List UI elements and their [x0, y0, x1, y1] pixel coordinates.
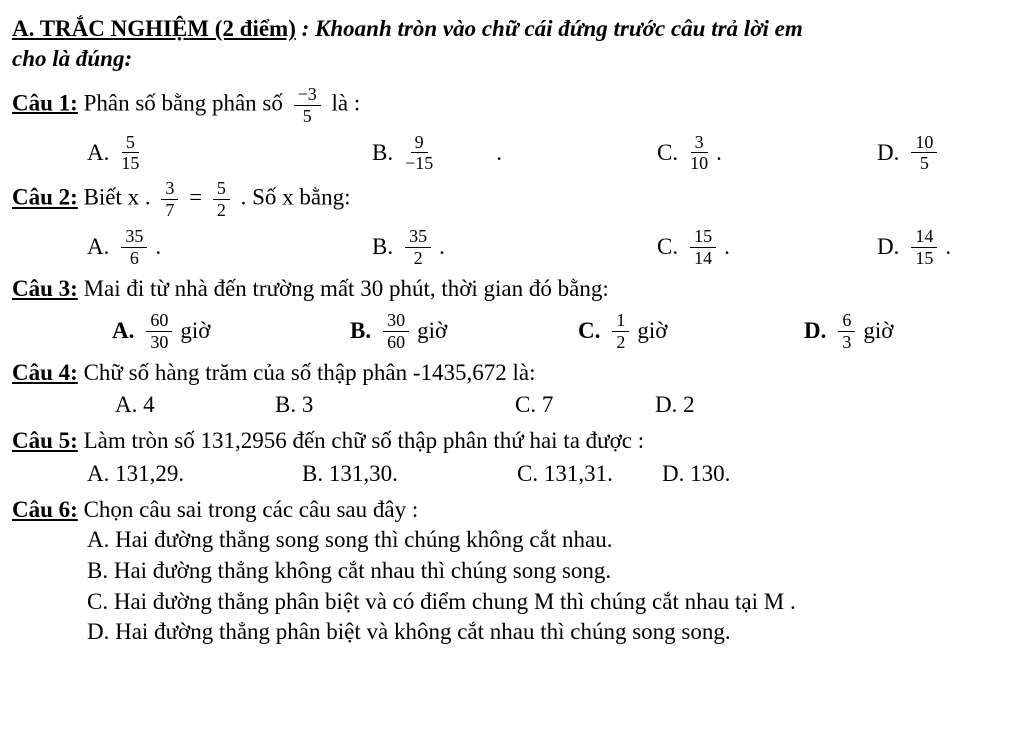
question-2-options: [12, 227, 1012, 268]
option-suffix: .: [945, 234, 952, 260]
option-d: [877, 133, 945, 174]
option-letter: D.: [877, 234, 900, 260]
option-letter: C.: [657, 234, 679, 260]
question-1-text-after: là :: [331, 90, 361, 116]
option-suffix: .: [724, 234, 730, 260]
option-suffix: .: [439, 234, 445, 260]
option-letter: A.: [87, 139, 110, 165]
option-b: B. 3: [275, 392, 314, 418]
section-title: A. TRẮC NGHIỆM (2 điểm): [12, 16, 296, 41]
option-letter: A.: [112, 318, 135, 344]
numerator: 35: [405, 227, 431, 248]
denominator: 30: [150, 331, 169, 352]
option-d: [877, 227, 951, 268]
question-5-text: Làm tròn số 131,2956 đến chữ số thập phân thứ hai ta được :: [83, 428, 645, 454]
question-6: [12, 495, 1012, 525]
denominator: 2: [616, 331, 626, 352]
question-2-fraction-2: [213, 179, 230, 220]
numerator: 15: [690, 227, 716, 248]
question-1-label: Câu 1:: [12, 90, 78, 116]
option-a: A. Hai đường thẳng song song thì chúng không cắt nhau.: [87, 526, 613, 552]
question-2-text: Biết x .: [83, 184, 151, 210]
option-suffix: .: [155, 234, 162, 260]
equals-sign: =: [189, 184, 203, 210]
option-c: [657, 133, 877, 174]
numerator: 60: [146, 311, 172, 332]
question-5-options: [12, 459, 1012, 489]
option-fraction: [612, 311, 629, 352]
option-letter: D.: [877, 139, 900, 165]
question-2: [12, 179, 1012, 220]
question-4-text: Chữ số hàng trăm của số thập phân -1435,672 là:: [83, 359, 536, 385]
option-suffix: giờ: [180, 318, 211, 344]
question-2-text-after: . Số x bằng:: [240, 184, 351, 210]
option-suffix: giờ: [863, 318, 894, 344]
option-a: A. 4: [115, 392, 155, 418]
numerator: 10: [911, 133, 937, 154]
denominator: 7: [165, 200, 175, 221]
option-suffix: giờ: [417, 318, 448, 344]
numerator: 6: [838, 311, 855, 332]
numerator: 5: [213, 179, 230, 200]
denominator: 15: [915, 247, 934, 268]
option-fraction: [121, 133, 139, 174]
option-fraction: [121, 227, 147, 268]
denominator: 5: [302, 105, 312, 126]
numerator: 1: [612, 311, 629, 332]
option-letter: C.: [657, 139, 679, 165]
question-3-text: Mai đi từ nhà đến trường mất 30 phút, thời gian đó bằng:: [83, 275, 609, 301]
option-fraction: [690, 227, 716, 268]
numerator: −3: [294, 85, 321, 106]
section-header: [12, 14, 1012, 75]
option-a: [87, 227, 372, 268]
option-letter: B.: [372, 139, 394, 165]
question-1-text: Phân số bằng phân số: [83, 90, 283, 116]
option-c: C. 131,31.: [517, 461, 613, 487]
option-fraction: [383, 311, 409, 352]
question-4: [12, 358, 1012, 388]
denominator: 5: [919, 153, 929, 174]
question-6-options: [12, 525, 1012, 648]
option-d: D. Hai đường thẳng phân biệt và không cắt nhau thì chúng song song.: [87, 619, 731, 645]
denominator: 14: [694, 247, 713, 268]
section-instruction-line2: cho là đúng:: [12, 46, 133, 72]
option-fraction: [911, 133, 937, 174]
option-letter: A.: [87, 234, 110, 260]
denominator: 6: [129, 247, 139, 268]
option-fraction: [838, 311, 855, 352]
denominator: 2: [413, 247, 423, 268]
numerator: 9: [411, 133, 428, 154]
option-c: [657, 227, 877, 268]
option-c: C. Hai đường thẳng phân biệt và có điểm chung M thì chúng cắt nhau tại M .: [87, 588, 796, 614]
option-suffix: giờ: [637, 318, 668, 344]
option-c: C. 7: [515, 392, 554, 418]
question-3-label: Câu 3:: [12, 275, 78, 301]
numerator: 14: [911, 227, 937, 248]
question-4-options: [12, 390, 1012, 420]
question-6-text: Chọn câu sai trong các câu sau đây :: [83, 497, 419, 523]
option-d: [804, 311, 893, 352]
question-4-label: Câu 4:: [12, 359, 78, 385]
question-5: [12, 426, 1012, 456]
option-a: A. 131,29.: [87, 461, 185, 487]
option-c: [578, 311, 804, 352]
option-letter: D.: [804, 318, 827, 344]
denominator: 10: [690, 153, 709, 174]
option-fraction: [911, 227, 937, 268]
question-6-label: Câu 6:: [12, 497, 78, 523]
section-instruction-line1: : Khoanh tròn vào chữ cái đứng trước câu trả lời em: [295, 16, 803, 41]
option-letter: B.: [372, 234, 394, 260]
question-2-fraction-1: [161, 179, 178, 220]
option-suffix: .: [496, 139, 502, 165]
question-5-label: Câu 5:: [12, 428, 78, 454]
numerator: 3: [161, 179, 178, 200]
option-letter: C.: [578, 318, 601, 344]
option-a: [87, 133, 372, 174]
option-b: [372, 227, 657, 268]
question-3-options: [12, 311, 1012, 352]
question-3: [12, 274, 1012, 304]
question-1: [12, 85, 1012, 126]
numerator: 5: [122, 133, 139, 154]
numerator: 3: [691, 133, 708, 154]
option-a: [112, 311, 350, 352]
option-b: [350, 311, 578, 352]
option-fraction: [690, 133, 708, 174]
denominator: 3: [842, 331, 852, 352]
option-fraction: [146, 311, 172, 352]
numerator: 30: [383, 311, 409, 332]
question-1-fraction: [294, 85, 321, 126]
option-d: D. 2: [655, 392, 695, 418]
option-b: B. 131,30.: [302, 461, 398, 487]
option-fraction: [405, 133, 433, 174]
option-d: D. 130.: [662, 461, 731, 487]
option-b: [372, 133, 657, 174]
option-b: B. Hai đường thẳng không cắt nhau thì chúng song song.: [87, 557, 612, 583]
option-fraction: [405, 227, 431, 268]
question-1-options: [12, 133, 1012, 174]
denominator: 15: [121, 153, 140, 174]
denominator: −15: [405, 153, 434, 174]
denominator: 60: [387, 331, 406, 352]
option-suffix: .: [716, 139, 722, 165]
denominator: 2: [216, 200, 226, 221]
numerator: 35: [121, 227, 147, 248]
question-2-label: Câu 2:: [12, 184, 78, 210]
option-letter: B.: [350, 318, 372, 344]
